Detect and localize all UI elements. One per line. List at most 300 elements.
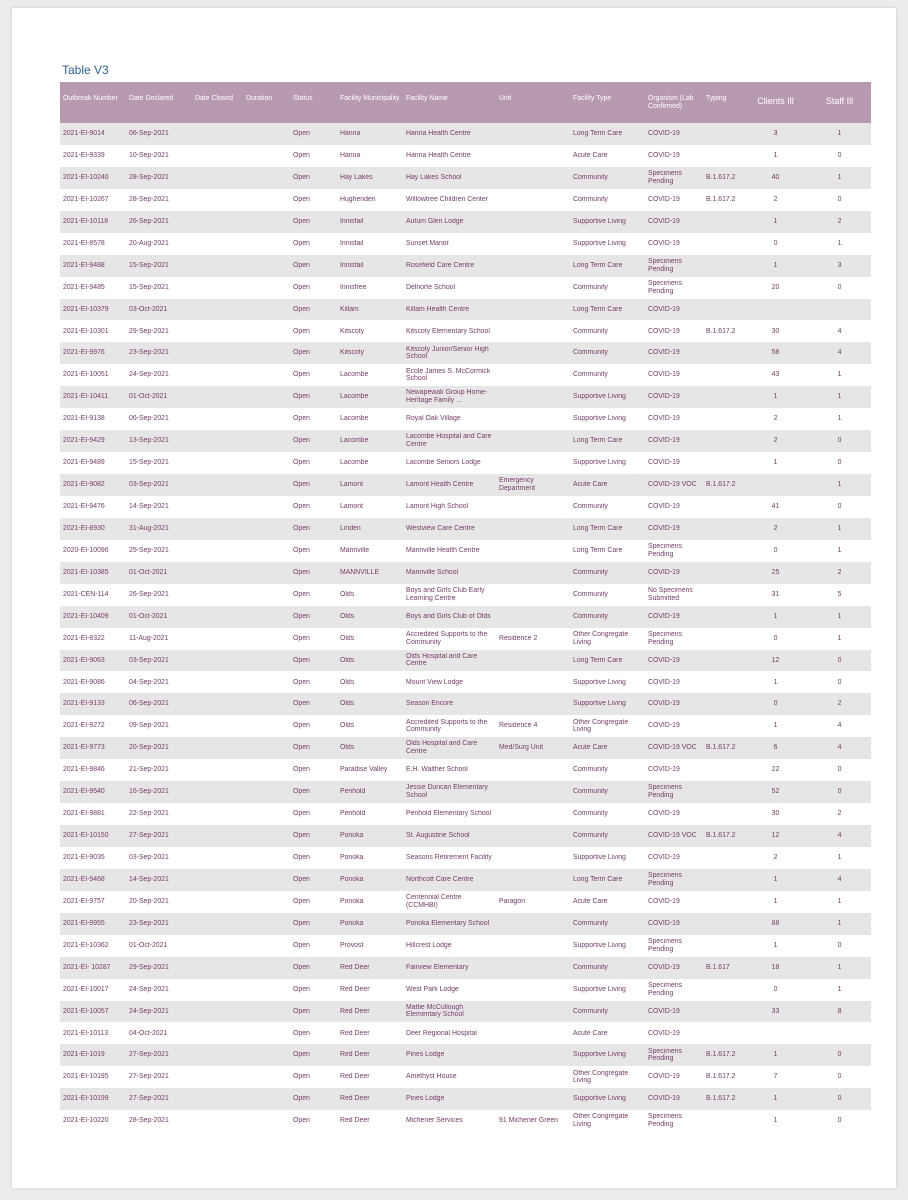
- cell-facility-name: [403, 452, 496, 474]
- table-row: [60, 781, 871, 803]
- cell-duration: [243, 1066, 290, 1088]
- cell-date-declared: [126, 364, 192, 386]
- cell-text: 2021-EI-9540: [63, 788, 105, 796]
- cell-duration: [243, 825, 290, 847]
- cell-duration: [243, 606, 290, 628]
- cell-text: Innisfail: [340, 239, 364, 247]
- cell-date-declared: [126, 979, 192, 1001]
- cell-unit: [496, 518, 570, 540]
- cell-staff-ill: [807, 233, 871, 255]
- cell-unit: [496, 891, 570, 913]
- cell-text: Olds: [340, 590, 355, 598]
- cell-text: Open: [293, 239, 310, 247]
- cell-date-declared: [126, 320, 192, 342]
- table-row: [60, 1044, 871, 1066]
- cell-facility-type: [570, 979, 645, 1001]
- cell-text: 2021-EI-9955: [63, 919, 105, 927]
- cell-text: 2021-EI-10240: [63, 173, 109, 181]
- cell-unit: [496, 123, 570, 145]
- cell-typing: [703, 847, 743, 869]
- cell-text: Open: [293, 941, 310, 949]
- cell-date-declared: [126, 715, 192, 737]
- cell-clients-ill: [743, 562, 807, 584]
- cell-status: [290, 935, 337, 957]
- cell-text: Westview Care Centre: [406, 524, 475, 532]
- cell-text: Lacombe Seniors Lodge: [406, 459, 481, 467]
- cell-text: Open: [293, 130, 310, 138]
- cell-text: Open: [293, 766, 310, 774]
- cell-outbreak-number: [60, 1001, 126, 1023]
- cell-text: 1: [773, 1095, 778, 1103]
- cell-organism: [645, 759, 703, 781]
- table-row: [60, 233, 871, 255]
- cell-text: 2021-EI-10411: [63, 393, 109, 401]
- cell-facility-municipality: [337, 825, 403, 847]
- cell-text: 06-Sep-2021: [129, 700, 169, 708]
- cell-date-closed: [192, 584, 243, 606]
- cell-staff-ill: [807, 211, 871, 233]
- cell-text: 2021-CEN-114: [63, 590, 109, 598]
- table-row: [60, 408, 871, 430]
- cell-text: 26-Sep-2021: [129, 590, 169, 598]
- cell-facility-municipality: [337, 123, 403, 145]
- cell-outbreak-number: [60, 935, 126, 957]
- cell-text: COVID-19: [648, 437, 680, 445]
- cell-staff-ill: [807, 1110, 871, 1132]
- cell-duration: [243, 386, 290, 408]
- cell-text: 1: [773, 875, 778, 883]
- cell-text: 20: [771, 283, 780, 291]
- cell-text: Supportive Living: [573, 239, 626, 247]
- cell-facility-name: [403, 1110, 496, 1132]
- cell-text: Specimens Pending: [648, 872, 683, 887]
- cell-text: Long Term Care: [573, 437, 623, 445]
- cell-facility-type: [570, 540, 645, 562]
- cell-clients-ill: [743, 342, 807, 364]
- cell-text: Olds: [340, 678, 355, 686]
- cell-date-declared: [126, 1001, 192, 1023]
- cell-text: Season Encore: [406, 700, 454, 708]
- cell-facility-municipality: [337, 386, 403, 408]
- cell-text: Olds Hospital and Care Centre: [406, 740, 478, 756]
- cell-facility-type: [570, 935, 645, 957]
- cell-staff-ill: [807, 869, 871, 891]
- cell-status: [290, 715, 337, 737]
- cell-duration: [243, 145, 290, 167]
- cell-text: 4: [837, 722, 842, 730]
- cell-facility-name: [403, 167, 496, 189]
- cell-facility-name: [403, 781, 496, 803]
- cell-text: Innisfail: [340, 261, 364, 269]
- cell-text: Red Deer: [340, 1029, 370, 1037]
- cell-clients-ill: [743, 408, 807, 430]
- cell-clients-ill: [743, 803, 807, 825]
- cell-organism: [645, 255, 703, 277]
- cell-date-declared: [126, 540, 192, 562]
- cell-date-closed: [192, 474, 243, 496]
- cell-status: [290, 650, 337, 672]
- cell-status: [290, 452, 337, 474]
- cell-facility-municipality: [337, 145, 403, 167]
- cell-text: Linden: [340, 524, 361, 532]
- cell-duration: [243, 781, 290, 803]
- cell-text: 06-Sep-2021: [129, 130, 169, 138]
- cell-duration: [243, 233, 290, 255]
- cell-text: Olds: [340, 634, 355, 642]
- cell-text: 91 Michener Green: [499, 1117, 558, 1125]
- cell-staff-ill: [807, 891, 871, 913]
- cell-text: St. Augustine School: [406, 832, 470, 840]
- cell-unit: [496, 562, 570, 584]
- cell-text: 13-Sep-2021: [129, 437, 169, 445]
- cell-text: 0: [837, 195, 842, 203]
- cell-text: 2021-EI-9138: [63, 415, 105, 423]
- cell-text: Lamont: [340, 481, 363, 489]
- table-row: [60, 255, 871, 277]
- cell-facility-municipality: [337, 430, 403, 452]
- cell-text: 2021-EI-10057: [63, 1007, 109, 1015]
- table-row: [60, 386, 871, 408]
- cell-staff-ill: [807, 803, 871, 825]
- cell-facility-municipality: [337, 364, 403, 386]
- cell-outbreak-number: [60, 606, 126, 628]
- cell-facility-type: [570, 1088, 645, 1110]
- cell-status: [290, 211, 337, 233]
- cell-text: Supportive Living: [573, 415, 626, 423]
- cell-text: 43: [771, 371, 780, 379]
- cell-duration: [243, 320, 290, 342]
- cell-facility-type: [570, 781, 645, 803]
- cell-text: Acute Care: [573, 481, 608, 489]
- cell-date-declared: [126, 847, 192, 869]
- cell-text: 27-Sep-2021: [129, 1073, 169, 1081]
- cell-text: Deer Regional Hospital: [406, 1029, 477, 1037]
- cell-text: Community: [573, 963, 608, 971]
- cell-text: Community: [573, 327, 608, 335]
- cell-staff-ill: [807, 518, 871, 540]
- cell-text: 28-Sep-2021: [129, 173, 169, 181]
- cell-facility-municipality: [337, 518, 403, 540]
- cell-clients-ill: [743, 255, 807, 277]
- cell-organism: [645, 847, 703, 869]
- cell-unit: [496, 1022, 570, 1044]
- cell-typing: [703, 737, 743, 759]
- cell-facility-name: [403, 1088, 496, 1110]
- cell-text: Open: [293, 656, 310, 664]
- cell-text: COVID-19: [648, 393, 680, 401]
- cell-unit: [496, 496, 570, 518]
- cell-text: Open: [293, 568, 310, 576]
- cell-unit: [496, 628, 570, 650]
- cell-text: 03-Oct-2021: [129, 305, 168, 313]
- cell-date-closed: [192, 847, 243, 869]
- cell-facility-type: [570, 913, 645, 935]
- cell-text: Specimens Pending: [648, 784, 683, 800]
- cell-text: COVID-19: [648, 722, 680, 730]
- table-row: [60, 1110, 871, 1132]
- cell-status: [290, 979, 337, 1001]
- cell-duration: [243, 628, 290, 650]
- cell-text: Hanna: [340, 130, 361, 138]
- cell-date-declared: [126, 408, 192, 430]
- cell-text: COVID-19: [648, 612, 680, 620]
- cell-typing: [703, 211, 743, 233]
- cell-date-declared: [126, 957, 192, 979]
- table-title: Table V3: [62, 63, 109, 77]
- cell-text: 12: [771, 656, 780, 664]
- cell-unit: [496, 606, 570, 628]
- cell-unit: [496, 737, 570, 759]
- cell-duration: [243, 189, 290, 211]
- cell-text: 20-Sep-2021: [129, 744, 169, 752]
- cell-text: 0: [837, 503, 842, 511]
- table-row: [60, 913, 871, 935]
- cell-date-declared: [126, 759, 192, 781]
- cell-typing: [703, 562, 743, 584]
- cell-facility-name: [403, 1022, 496, 1044]
- cell-text: Mannville School: [406, 568, 459, 576]
- cell-staff-ill: [807, 979, 871, 1001]
- cell-date-closed: [192, 825, 243, 847]
- cell-text: 5: [837, 590, 842, 598]
- cell-facility-name: [403, 211, 496, 233]
- cell-unit: [496, 342, 570, 364]
- cell-clients-ill: [743, 759, 807, 781]
- cell-date-declared: [126, 1088, 192, 1110]
- cell-date-closed: [192, 650, 243, 672]
- cell-clients-ill: [743, 891, 807, 913]
- cell-text: Long Term Care: [573, 875, 623, 883]
- cell-facility-type: [570, 562, 645, 584]
- cell-organism: [645, 715, 703, 737]
- cell-text: Fairview Elementary: [406, 963, 469, 971]
- table-row: [60, 957, 871, 979]
- cell-organism: [645, 233, 703, 255]
- cell-unit: [496, 1001, 570, 1023]
- cell-facility-type: [570, 825, 645, 847]
- cell-organism: [645, 299, 703, 321]
- cell-typing: [703, 189, 743, 211]
- cell-text: COVID-19: [648, 415, 680, 423]
- cell-text: Open: [293, 1095, 310, 1103]
- cell-organism: [645, 277, 703, 299]
- cell-facility-municipality: [337, 913, 403, 935]
- cell-organism: [645, 364, 703, 386]
- cell-text: Kitscoty Elementary School: [406, 327, 490, 335]
- cell-text: 1: [773, 217, 778, 225]
- cell-facility-type: [570, 1022, 645, 1044]
- cell-facility-type: [570, 671, 645, 693]
- cell-text: B.1.617.2: [706, 327, 736, 335]
- cell-text: 6: [773, 744, 778, 752]
- table-row: [60, 320, 871, 342]
- cell-status: [290, 1044, 337, 1066]
- cell-organism: [645, 474, 703, 496]
- cell-duration: [243, 474, 290, 496]
- cell-outbreak-number: [60, 320, 126, 342]
- cell-text: 1: [773, 152, 778, 160]
- cell-text: No Specimens Submitted: [648, 586, 693, 602]
- cell-text: 2021-EI-9429: [63, 437, 105, 445]
- cell-text: COVID-19: [648, 239, 680, 247]
- cell-text: Lacombe: [340, 459, 369, 467]
- cell-text: E.H. Walther School: [406, 766, 468, 774]
- cell-typing: [703, 123, 743, 145]
- table-row: [60, 1001, 871, 1023]
- cell-text: Other Congregate Living: [573, 1113, 629, 1129]
- cell-text: Supportive Living: [573, 854, 626, 862]
- cell-text: 26-Sep-2021: [129, 217, 169, 225]
- document-page: [12, 8, 896, 1188]
- cell-status: [290, 1066, 337, 1088]
- cell-outbreak-number: [60, 277, 126, 299]
- cell-duration: [243, 979, 290, 1001]
- cell-text: COVID-19: [648, 503, 680, 511]
- cell-clients-ill: [743, 869, 807, 891]
- cell-facility-municipality: [337, 1088, 403, 1110]
- cell-text: 01-Oct-2021: [129, 941, 168, 949]
- cell-date-closed: [192, 869, 243, 891]
- cell-text: Open: [293, 700, 310, 708]
- cell-unit: [496, 671, 570, 693]
- cell-clients-ill: [743, 299, 807, 321]
- cell-facility-name: [403, 342, 496, 364]
- cell-date-declared: [126, 803, 192, 825]
- cell-text: COVID-19: [648, 195, 680, 203]
- cell-unit: [496, 167, 570, 189]
- cell-unit: [496, 233, 570, 255]
- cell-text: 2021-EI-10301: [63, 327, 109, 335]
- cell-text: Specimens Pending: [648, 257, 683, 273]
- cell-text: 2021-EI-9035: [63, 854, 105, 862]
- cell-date-closed: [192, 518, 243, 540]
- cell-date-declared: [126, 825, 192, 847]
- cell-facility-type: [570, 847, 645, 869]
- cell-organism: [645, 1110, 703, 1132]
- cell-text: Long Term Care: [573, 130, 623, 138]
- cell-typing: [703, 540, 743, 562]
- table-row: [60, 123, 871, 145]
- cell-status: [290, 781, 337, 803]
- cell-clients-ill: [743, 189, 807, 211]
- cell-outbreak-number: [60, 584, 126, 606]
- cell-text: 2021-EI-10199: [63, 1095, 109, 1103]
- cell-text: Ponoka: [340, 832, 364, 840]
- cell-typing: [703, 759, 743, 781]
- cell-duration: [243, 715, 290, 737]
- table-row: [60, 277, 871, 299]
- cell-outbreak-number: [60, 452, 126, 474]
- cell-facility-type: [570, 452, 645, 474]
- cell-facility-type: [570, 1044, 645, 1066]
- table-row: [60, 189, 871, 211]
- cell-text: Open: [293, 1073, 310, 1081]
- cell-facility-municipality: [337, 299, 403, 321]
- cell-facility-type: [570, 1110, 645, 1132]
- cell-text: 0: [773, 985, 778, 993]
- cell-text: Red Deer: [340, 1007, 370, 1015]
- cell-facility-municipality: [337, 715, 403, 737]
- cell-text: Open: [293, 195, 310, 203]
- cell-facility-type: [570, 693, 645, 715]
- table-row: [60, 869, 871, 891]
- cell-organism: [645, 189, 703, 211]
- cell-facility-type: [570, 320, 645, 342]
- cell-staff-ill: [807, 1022, 871, 1044]
- cell-facility-name: [403, 606, 496, 628]
- cell-unit: [496, 1044, 570, 1066]
- cell-text: B.1.617.2: [706, 744, 736, 752]
- cell-status: [290, 891, 337, 913]
- cell-text: 1: [773, 612, 778, 620]
- cell-status: [290, 1022, 337, 1044]
- cell-clients-ill: [743, 233, 807, 255]
- cell-staff-ill: [807, 847, 871, 869]
- cell-clients-ill: [743, 320, 807, 342]
- column-header-facility-municipality: Facility Municipality: [340, 95, 400, 102]
- cell-text: Open: [293, 897, 310, 905]
- cell-status: [290, 299, 337, 321]
- cell-text: Open: [293, 503, 310, 511]
- cell-status: [290, 474, 337, 496]
- cell-duration: [243, 540, 290, 562]
- cell-facility-name: [403, 671, 496, 693]
- cell-clients-ill: [743, 1088, 807, 1110]
- cell-typing: [703, 803, 743, 825]
- cell-date-declared: [126, 299, 192, 321]
- cell-facility-name: [403, 891, 496, 913]
- cell-outbreak-number: [60, 715, 126, 737]
- cell-text: 1: [773, 941, 778, 949]
- cell-duration: [243, 430, 290, 452]
- cell-text: 0: [837, 656, 842, 664]
- cell-typing: [703, 1066, 743, 1088]
- cell-text: 2021-EI-10195: [63, 1073, 109, 1081]
- cell-text: Open: [293, 393, 310, 401]
- cell-staff-ill: [807, 935, 871, 957]
- cell-date-declared: [126, 562, 192, 584]
- cell-text: Specimens Pending: [648, 1047, 683, 1063]
- cell-date-closed: [192, 452, 243, 474]
- cell-text: 1: [837, 985, 842, 993]
- cell-text: 20-Aug-2021: [129, 239, 169, 247]
- cell-text: Kitscoty: [340, 349, 365, 357]
- cell-text: COVID-19: [648, 766, 680, 774]
- cell-duration: [243, 211, 290, 233]
- cell-duration: [243, 957, 290, 979]
- cell-date-closed: [192, 123, 243, 145]
- cell-text: Open: [293, 985, 310, 993]
- cell-text: 0: [773, 239, 778, 247]
- cell-organism: [645, 825, 703, 847]
- cell-text: Specimens Pending: [648, 630, 683, 646]
- cell-unit: [496, 584, 570, 606]
- cell-clients-ill: [743, 979, 807, 1001]
- cell-typing: [703, 299, 743, 321]
- cell-facility-name: [403, 562, 496, 584]
- cell-outbreak-number: [60, 825, 126, 847]
- cell-staff-ill: [807, 540, 871, 562]
- cell-status: [290, 123, 337, 145]
- cell-outbreak-number: [60, 650, 126, 672]
- cell-text: Open: [293, 327, 310, 335]
- cell-text: 0: [837, 941, 842, 949]
- cell-text: 2021-EI-9757: [63, 897, 105, 905]
- cell-facility-municipality: [337, 189, 403, 211]
- cell-text: 15-Sep-2021: [129, 283, 169, 291]
- cell-text: 29-Sep-2021: [129, 327, 169, 335]
- cell-facility-type: [570, 408, 645, 430]
